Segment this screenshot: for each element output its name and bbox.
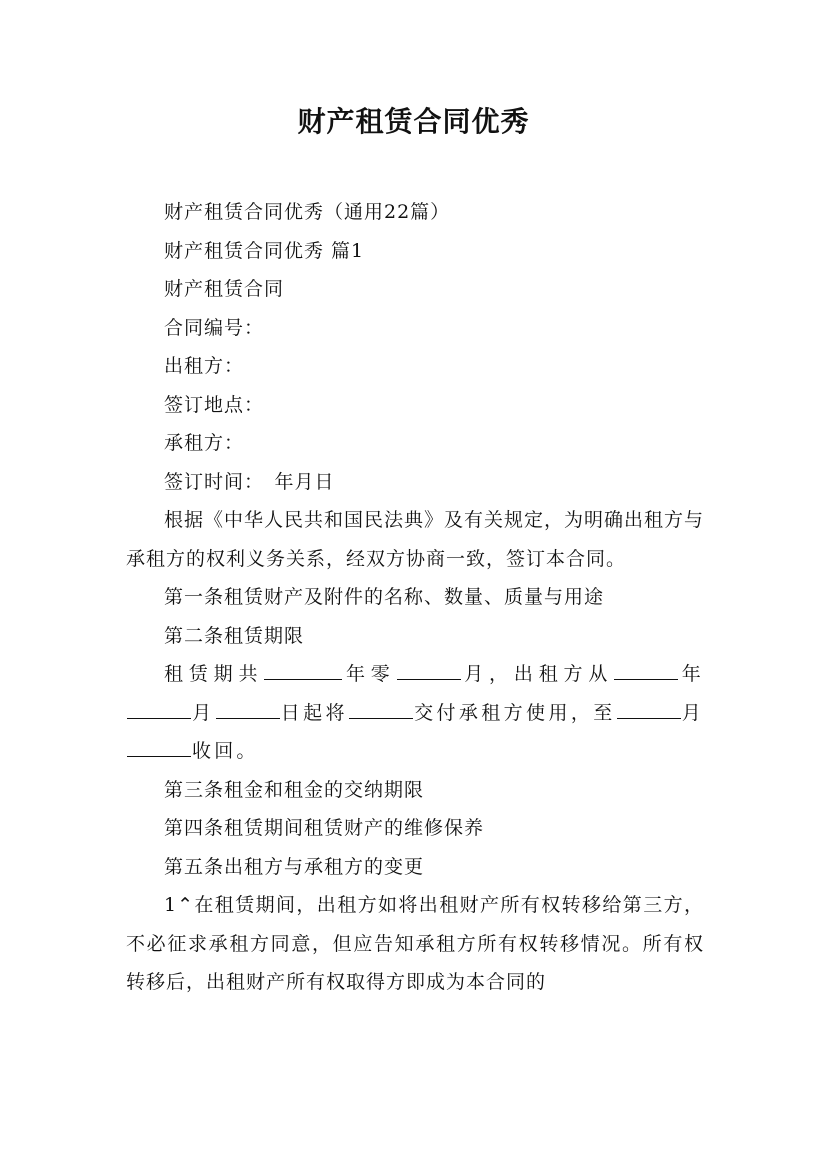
term-text-9: 收回。: [192, 740, 259, 762]
term-text-3: 月，出租方从: [461, 663, 614, 685]
lessee-field: 承租方：: [164, 432, 245, 454]
blank-line: [264, 678, 342, 680]
article-1: 第一条租赁财产及附件的名称、数量、质量与用途: [164, 586, 605, 608]
intro-line: 财产租赁合同优秀（通用22篇）: [164, 201, 451, 223]
blank-line: [216, 717, 280, 719]
term-text-8: 月: [681, 701, 704, 724]
lessor-field: 出租方：: [164, 355, 245, 377]
signing-place-field: 签订地点：: [164, 393, 265, 416]
lease-term-paragraph: [126, 655, 704, 771]
preamble-paragraph: 根据《中华人民共和国民法典》及有关规定，为明确出租方与承租方的权利义务关系，经双方协商一致，签订本合同。: [126, 509, 705, 570]
term-text-6: 日起将: [280, 701, 348, 724]
contract-number-field: 合同编号：: [164, 316, 265, 339]
term-text-4: 年: [679, 663, 704, 685]
term-text-5: 月: [192, 701, 215, 724]
blank-line: [349, 717, 413, 719]
article-5: 第五条出租方与承租方的变更: [164, 855, 425, 878]
article-2: 第二条租赁期限: [164, 624, 305, 647]
document-body: [126, 193, 704, 1002]
blank-line: [617, 717, 681, 719]
term-text-1: 租赁期共: [164, 663, 264, 685]
blank-line: [127, 755, 191, 757]
article-3: 第三条租金和租金的交纳期限: [164, 778, 425, 801]
clause-1-paragraph: 1⌃在租赁期间，出租方如将出租财产所有权转移给第三方，不必征求承租方同意，但应告知承租方所有权转移情况。所有权转移后，出租财产所有权取得方即成为本合同的: [126, 894, 704, 993]
blank-line: [397, 678, 461, 680]
contract-name: 财产租赁合同: [164, 278, 285, 300]
term-text-2: 年零: [343, 663, 396, 685]
blank-line: [127, 717, 191, 719]
blank-line: [614, 678, 678, 680]
term-text-7: 交付承租方使用，至: [413, 701, 616, 724]
document-title: 财产租赁合同优秀: [297, 105, 530, 138]
article-4: 第四条租赁期间租赁财产的维修保养: [164, 817, 485, 839]
chapter-heading: 财产租赁合同优秀 篇1: [164, 239, 365, 262]
signing-date-field: 签订时间： 年月日: [164, 470, 335, 493]
